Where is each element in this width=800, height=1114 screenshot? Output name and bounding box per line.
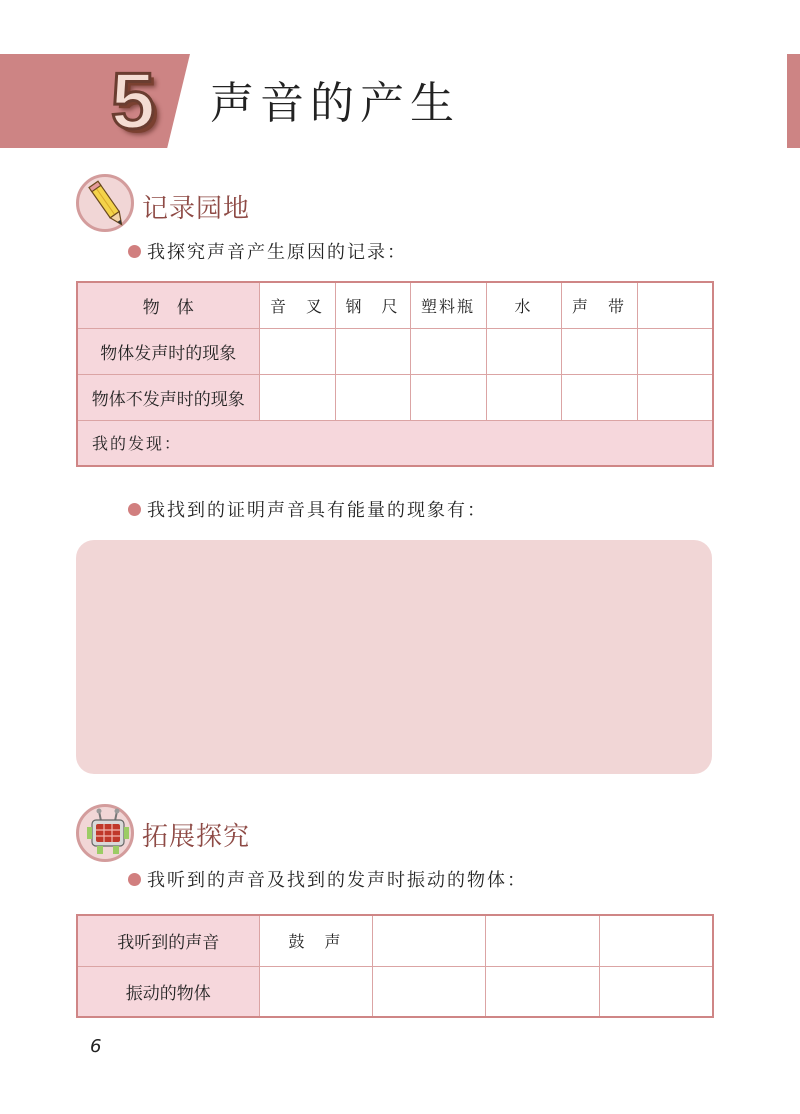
record-table [76,281,714,467]
record-prompt-2 [128,496,487,522]
row-header-sounding: 物体发声时的现象 [77,328,259,374]
lesson-number: 5 [110,56,156,145]
sound-cell: 鼓 声 [259,915,372,966]
answer-cell[interactable] [599,966,713,1017]
answer-cell[interactable] [561,328,637,374]
object-steel-ruler: 钢 尺 [335,282,410,328]
object-tuning-fork: 音 叉 [259,282,335,328]
answer-cell[interactable] [561,374,637,420]
answer-cell[interactable] [259,966,372,1017]
energy-answer-box[interactable] [76,540,712,774]
sound-table [76,914,714,1018]
answer-cell[interactable] [335,328,410,374]
discovery-label: 我的发现： [92,434,183,454]
table-row [77,328,713,374]
bullet-dot [128,503,141,516]
row-header-object: 物 体 [77,282,259,328]
answer-cell[interactable] [259,374,335,420]
extend-prompt [128,866,527,892]
discovery-cell[interactable] [77,420,713,466]
object-vocal-cords: 声 带 [561,282,637,328]
answer-cell[interactable] [259,328,335,374]
row-header-vibrating-object: 振动的物体 [77,966,259,1017]
answer-cell[interactable] [486,374,561,420]
answer-cell[interactable] [410,374,486,420]
page-number: 6 [90,1036,102,1057]
bullet-dot [128,245,141,258]
table-row [77,420,713,466]
object-blank[interactable] [637,282,713,328]
table-row [77,282,713,328]
sound-cell[interactable] [372,915,485,966]
header-banner-right [787,54,800,148]
answer-cell[interactable] [485,966,599,1017]
sound-cell[interactable] [599,915,713,966]
page-title: 声音的产生 [210,78,460,129]
answer-cell[interactable] [372,966,485,1017]
row-header-sound-heard: 我听到的声音 [77,915,259,966]
pencil-icon [76,174,134,232]
extend-prompt-text: 我听到的声音及找到的发声时振动的物体： [147,870,527,891]
robot-icon [76,804,134,862]
table-row [77,966,713,1017]
record-prompt-1 [128,238,407,264]
record-prompt-1-text: 我探究声音产生原因的记录： [147,242,407,263]
object-plastic-bottle: 塑料瓶 [410,282,486,328]
object-water: 水 [486,282,561,328]
answer-cell[interactable] [486,328,561,374]
sound-cell[interactable] [485,915,599,966]
table-row [77,374,713,420]
row-header-silent: 物体不发声时的现象 [77,374,259,420]
answer-cell[interactable] [637,374,713,420]
answer-cell[interactable] [637,328,713,374]
answer-cell[interactable] [335,374,410,420]
extend-section-title: 拓展探究 [142,822,251,852]
bullet-dot [128,873,141,886]
record-section-title: 记录园地 [142,194,251,224]
answer-cell[interactable] [410,328,486,374]
table-row [77,915,713,966]
record-prompt-2-text: 我找到的证明声音具有能量的现象有： [147,500,487,521]
